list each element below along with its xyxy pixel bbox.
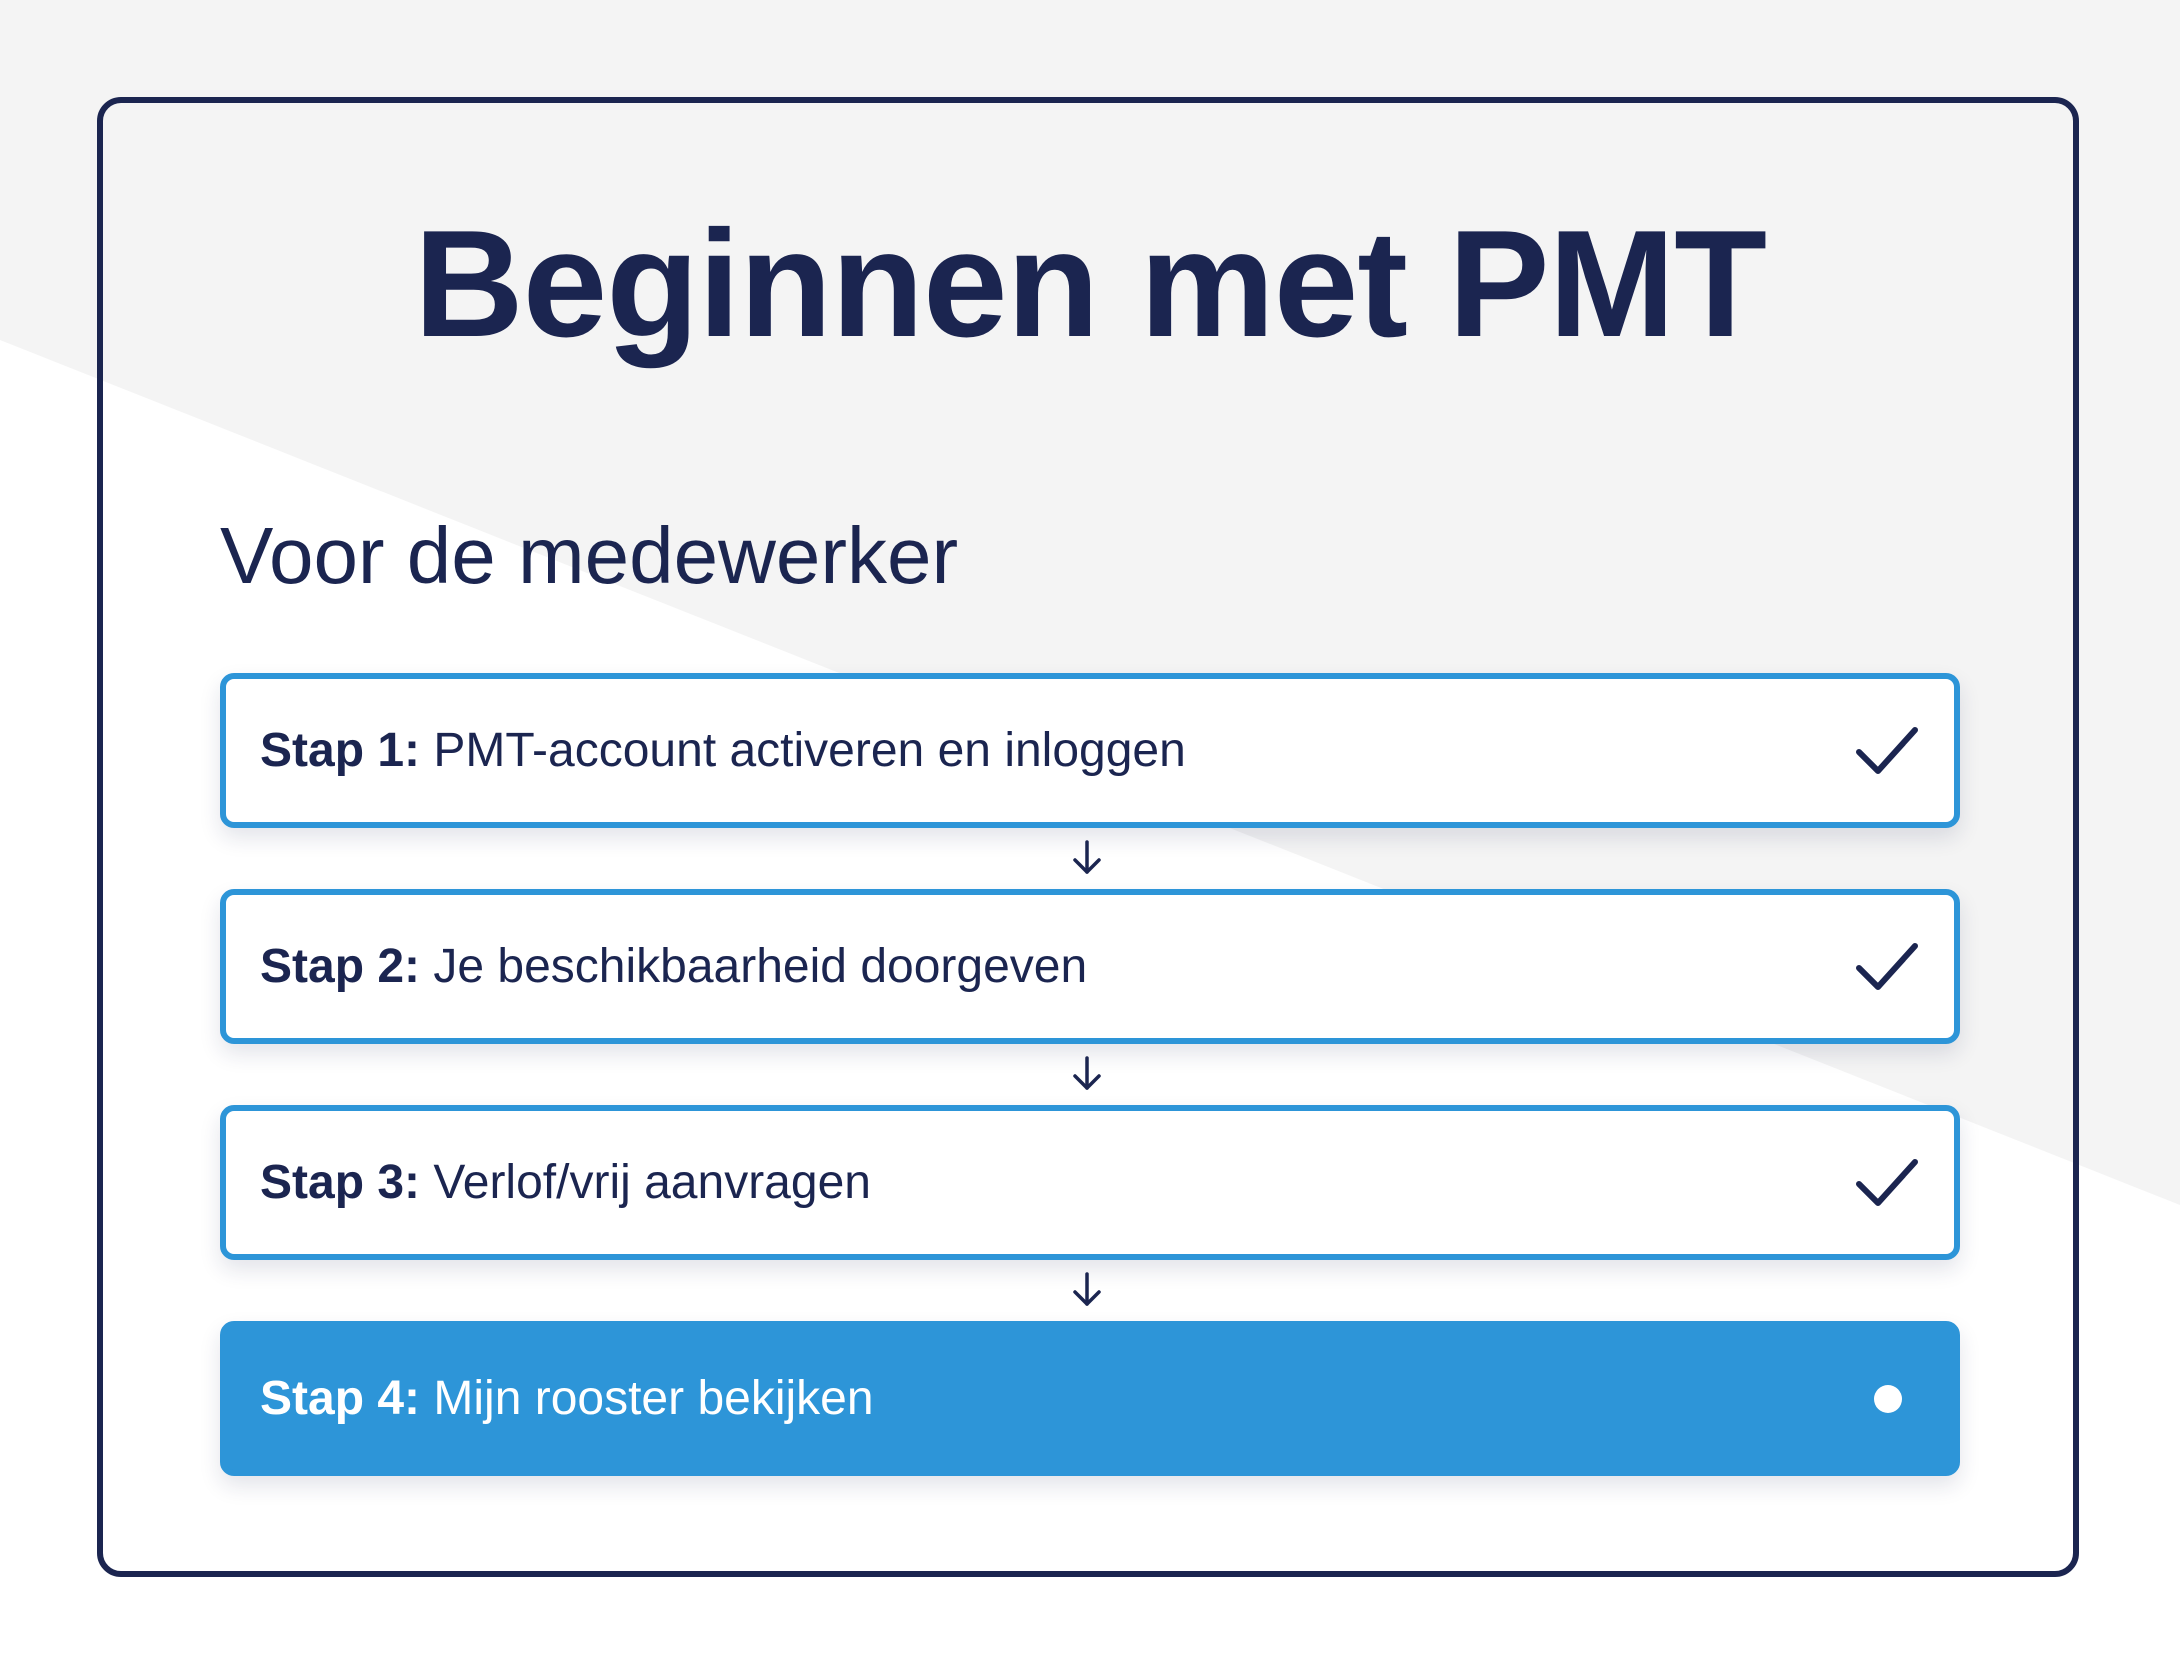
step-4-text [260, 1371, 874, 1425]
checkmark-icon [1852, 721, 1922, 781]
step-3-description: Verlof/vrij aanvragen [433, 1155, 871, 1209]
step-3-item[interactable] [220, 1105, 1960, 1260]
step-3-text [260, 1155, 871, 1209]
arrow-down-icon [1069, 1054, 1105, 1094]
step-1-item[interactable] [220, 673, 1960, 828]
step-1-label: Stap 1: [260, 723, 421, 777]
step-2-text [260, 939, 1088, 993]
step-2-item[interactable] [220, 889, 1960, 1044]
checkmark-icon [1852, 1153, 1922, 1213]
step-4-description: Mijn rooster bekijken [433, 1371, 874, 1425]
page-title: Beginnen met PMT [413, 199, 1767, 369]
arrow-down-icon [1069, 838, 1105, 878]
checkmark-icon [1852, 937, 1922, 997]
section-subtitle: Voor de medewerker [220, 511, 959, 600]
step-3-label: Stap 3: [260, 1155, 421, 1209]
arrow-down-icon [1069, 1270, 1105, 1310]
step-1-description: PMT-account activeren en inloggen [433, 723, 1186, 777]
dot-icon [1874, 1385, 1902, 1413]
step-2-description: Je beschikbaarheid doorgeven [433, 939, 1088, 993]
step-4-item[interactable] [220, 1321, 1960, 1476]
step-2-label: Stap 2: [260, 939, 421, 993]
step-1-text [260, 723, 1186, 777]
step-4-label: Stap 4: [260, 1371, 421, 1425]
